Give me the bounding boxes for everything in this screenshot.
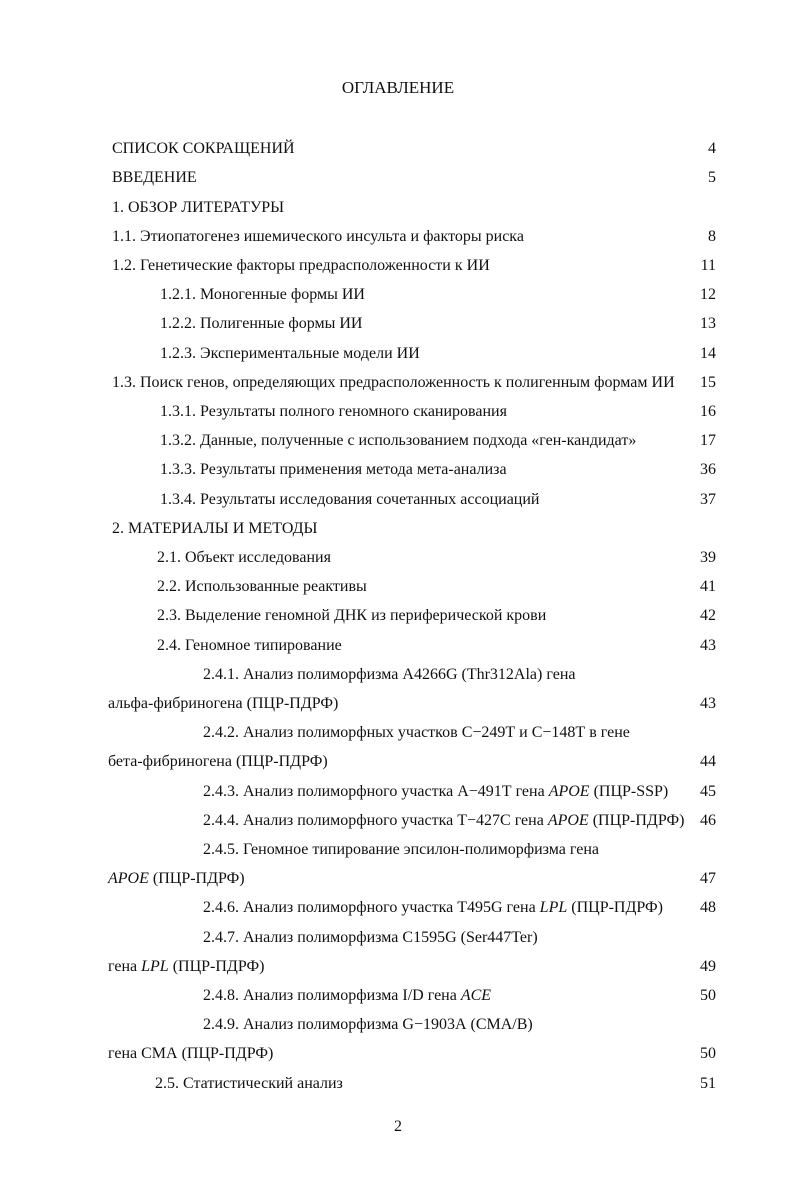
- toc-entry: [0, 575, 796, 599]
- toc-entry-title: 2.1. Объект исследования: [157, 549, 331, 566]
- toc-entry-page: 42: [700, 607, 716, 624]
- toc-entry: [0, 867, 796, 891]
- toc-entry-title: 1.2.2. Полигенные формы ИИ: [160, 315, 363, 332]
- toc-entry: [0, 692, 796, 716]
- toc-entry: [0, 400, 796, 424]
- toc-entry-title: СПИСОК СОКРАЩЕНИЙ: [112, 140, 295, 157]
- toc-entry: [0, 254, 796, 278]
- toc-entry: [0, 780, 796, 804]
- toc-entry-page: 50: [700, 1045, 716, 1062]
- toc-entry-title: гена СМА (ПЦР-ПДРФ): [108, 1045, 274, 1062]
- toc-entry-page: 41: [700, 578, 716, 595]
- toc-entry: [0, 896, 796, 920]
- toc-entry: [0, 663, 796, 687]
- toc-entry-title: ВВЕДЕНИЕ: [112, 169, 197, 186]
- toc-entry-title: 1.3.3. Результаты применения метода мета-анализа: [160, 461, 507, 478]
- page-title: ОГЛАВЛЕНИЕ: [341, 78, 455, 97]
- toc-entry-page: 8: [708, 228, 716, 245]
- toc-entry: [0, 634, 796, 658]
- toc-entry: [0, 1042, 796, 1066]
- toc-entry-title: 1.2.3. Экспериментальные модели ИИ: [160, 345, 420, 362]
- toc-entry-title: 2.4.5. Геномное типирование эпсилон-полиморфизма гена: [203, 841, 599, 858]
- toc-entry: [0, 838, 796, 862]
- toc-entry: [0, 1072, 796, 1096]
- toc-entry: [0, 429, 796, 453]
- toc-entry: [0, 166, 796, 190]
- toc-entry-page: 44: [700, 753, 716, 770]
- toc-entry: [0, 458, 796, 482]
- toc-entry-title: 1.3.2. Данные, полученные с использованием подхода «ген-кандидат»: [160, 432, 637, 449]
- toc-entry-page: 43: [700, 695, 716, 712]
- toc-entry-title: 2.4.7. Анализ полиморфизма С1595G (Ser447Ter): [203, 929, 538, 946]
- toc-entry: [0, 750, 796, 774]
- toc-entry-title: 2.4.9. Анализ полиморфизма G−1903А (CMA/B): [203, 1016, 533, 1033]
- toc-entry-title: 2.4.6. Анализ полиморфного участка Т495G гена LPL (ПЦР-ПДРФ): [203, 899, 663, 916]
- toc-entry-title: 2.4.4. Анализ полиморфного участка Т−427С гена APOE (ПЦР-ПДРФ): [203, 812, 685, 829]
- toc-entry-page: 37: [700, 491, 716, 508]
- toc-entry-page: 5: [708, 169, 716, 186]
- toc-entry: [0, 546, 796, 570]
- toc-entry: [0, 196, 796, 220]
- toc-entry-page: 13: [700, 315, 716, 332]
- toc-entry-title: 1.3. Поиск генов, определяющих предрасположенность к полигенным формам ИИ: [112, 374, 675, 391]
- toc-entry-title: гена LPL (ПЦР-ПДРФ): [108, 958, 265, 975]
- toc-entry: [0, 225, 796, 249]
- toc-entry-page: 11: [700, 257, 716, 274]
- toc-entry: [0, 312, 796, 336]
- toc-entry: [0, 721, 796, 745]
- toc-entry-page: 50: [700, 987, 716, 1004]
- toc-entry: [0, 604, 796, 628]
- toc-entry: [0, 371, 796, 395]
- toc-entry-page: 4: [708, 140, 716, 157]
- toc-entry-page: 51: [700, 1075, 716, 1092]
- toc-entry-title: 2.4.3. Анализ полиморфного участка А−491Т гена APOE (ПЦР-SSP): [203, 783, 669, 800]
- toc-entry-page: 17: [700, 432, 716, 449]
- toc-entry-title: 2.4.8. Анализ полиморфизма I/D гена ACE: [203, 987, 492, 1004]
- toc-entry-title: 2.4.2. Анализ полиморфных участков С−249Т и С−148Т в гене: [203, 724, 630, 741]
- toc-entry-title: 1.3.4. Результаты исследования сочетанных ассоциаций: [160, 491, 540, 508]
- toc-entry-page: 16: [700, 403, 716, 420]
- toc-entry-title: 2.2. Использованные реактивы: [157, 578, 367, 595]
- toc-entry: [0, 1013, 796, 1037]
- toc-entry-title: 2.4.1. Анализ полиморфизма A4266G (Thr312Ala) гена: [203, 666, 576, 683]
- toc-entry: [0, 517, 796, 541]
- page-number: 2: [394, 1118, 402, 1135]
- toc-entry-title: 1. ОБЗОР ЛИТЕРАТУРЫ: [112, 199, 285, 216]
- toc-entry-title: APOE (ПЦР-ПДРФ): [108, 870, 245, 887]
- toc-entry: [0, 984, 796, 1008]
- toc-entry-title: 2.4. Геномное типирование: [157, 637, 342, 654]
- toc-entry-page: 12: [700, 286, 716, 303]
- toc-entry-page: 47: [700, 870, 716, 887]
- toc-entry-title: 1.1. Этиопатогенез ишемического инсульта и факторы риска: [112, 228, 524, 245]
- toc-entry: [0, 342, 796, 366]
- toc-entry-page: 15: [700, 374, 716, 391]
- toc-entry: [0, 488, 796, 512]
- toc-entry-title: 2. МАТЕРИАЛЫ И МЕТОДЫ: [112, 520, 318, 537]
- toc-entry-title: альфа-фибриногена (ПЦР-ПДРФ): [108, 695, 339, 712]
- toc-entry-page: 36: [700, 461, 716, 478]
- toc-entry-title: 2.5. Статистический анализ: [155, 1075, 343, 1092]
- toc-entry-title: 2.3. Выделение геномной ДНК из периферической крови: [157, 607, 547, 624]
- toc-entry-page: 48: [700, 899, 716, 916]
- toc-entry-title: бета-фибриногена (ПЦР-ПДРФ): [108, 753, 328, 770]
- toc-entry: [0, 955, 796, 979]
- toc-entry-title: 1.2. Генетические факторы предрасположенности к ИИ: [112, 257, 490, 274]
- toc-entry: [0, 809, 796, 833]
- toc-entry-title: 1.3.1. Результаты полного геномного сканирования: [160, 403, 507, 420]
- toc-entry: [0, 137, 796, 161]
- toc-entry-page: 49: [700, 958, 716, 975]
- toc-entry-page: 46: [700, 812, 716, 829]
- toc-entry-page: 45: [700, 783, 716, 800]
- toc-entry-title: 1.2.1. Моногенные формы ИИ: [160, 286, 365, 303]
- toc-entry-page: 43: [700, 637, 716, 654]
- toc-entry: [0, 926, 796, 950]
- toc-entry-page: 39: [700, 549, 716, 566]
- toc-entry: [0, 283, 796, 307]
- toc-entry-page: 14: [700, 345, 716, 362]
